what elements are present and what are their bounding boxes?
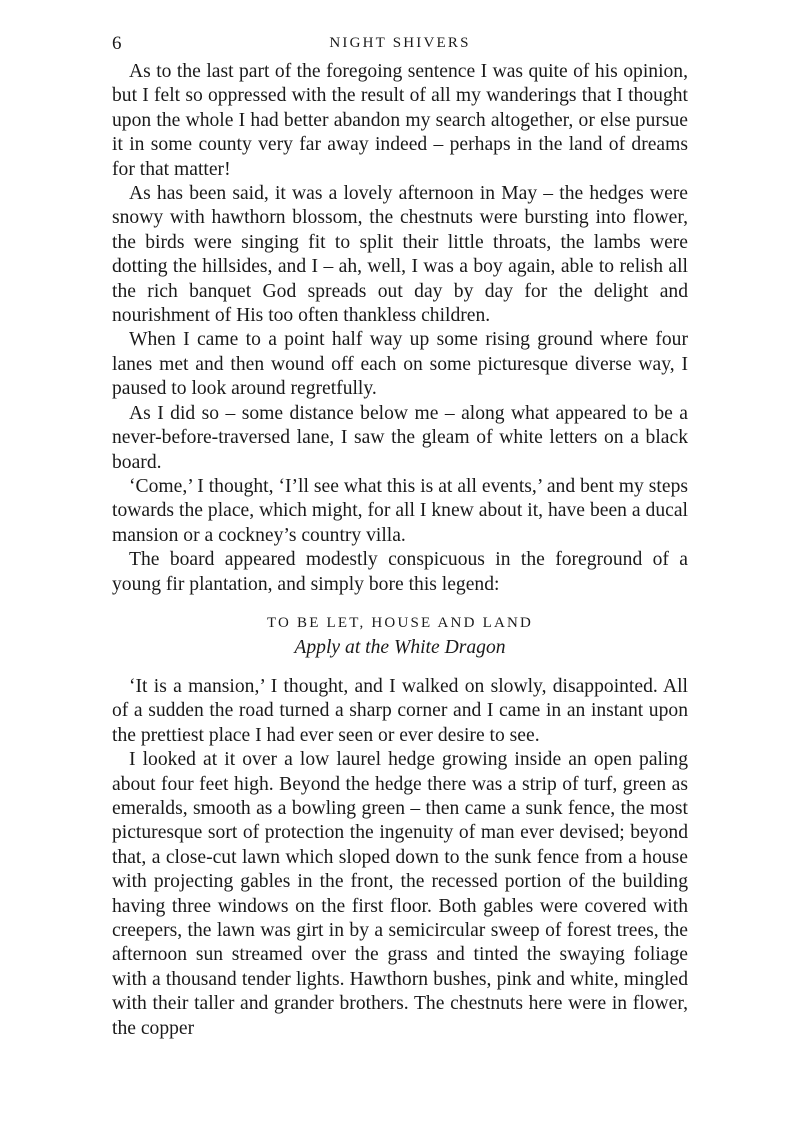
running-head xyxy=(112,30,688,60)
paragraph: When I came to a point half way up some rising ground where four lanes met and then wound off each on some picturesque diverse way, I paused to look around regretfully. xyxy=(112,329,688,400)
notice-heading: TO BE LET, HOUSE AND LAND xyxy=(266,614,534,631)
book-page xyxy=(112,30,688,1041)
notice-subheading: Apply at the White Dragon xyxy=(294,636,506,658)
paragraph: As has been said, it was a lovely afternoon in May – the hedges were snowy with hawthorn blossom, the chestnuts were bursting into flower, the birds were singing fit to split their little throats, the lambs were dotting the hillsides, and I – ah, well, I was a boy again, able to relish all the rich banquet God spreads out day by day for the delight and nourishment of His too often thankless children. xyxy=(112,183,688,327)
paragraph: ‘It is a mansion,’ I thought, and I walked on slowly, disappointed. All of a sudden the road turned a sharp corner and I came in an instant upon the prettiest place I had ever seen or ever desire to see. xyxy=(112,675,688,746)
running-title: NIGHT SHIVERS xyxy=(329,35,471,51)
paragraph: As I did so – some distance below me – along what appeared to be a never-before-traversed lane, I saw the gleam of white letters on a black board. xyxy=(112,402,688,473)
paragraph: I looked at it over a low laurel hedge growing inside an open paling about four feet high. Beyond the hedge there was a strip of turf, green as emeralds, smooth as a bowling green – then came a sunk fence, the most picturesque sort of protection the ingenuity of man ever devised; beyond that, a close-cut lawn which sloped down to the sunk fence from a house with projecting gables in the front, the recessed portion of the building having three windows on the first floor. Both gables were covered with creepers, the lawn was girt in by a semicircular sweep of forest trees, the afternoon sun streamed over the grass and tinted the swaying foliage with a thousand tender lights. Hawthorn bushes, pink and white, mingled with their taller and grander brothers. The chestnuts here were in flower, the copper xyxy=(112,749,688,1039)
board-notice xyxy=(112,611,688,661)
body-text xyxy=(112,60,688,1041)
paragraph: ‘Come,’ I thought, ‘I’ll see what this is at all events,’ and bent my steps towards the place, which might, for all I knew about it, have been a ducal mansion or a cockney’s country villa. xyxy=(112,475,688,546)
page-number: 6 xyxy=(112,33,122,54)
paragraph: The board appeared modestly conspicuous in the foreground of a young fir plantation, and simply bore this legend: xyxy=(112,549,688,595)
paragraph: As to the last part of the foregoing sentence I was quite of his opinion, but I felt so oppressed with the result of all my wanderings that I thought upon the whole I had better abandon my search altogether, or else pursue it in some county very far away indeed – perhaps in the land of dreams for that matter! xyxy=(112,61,688,180)
